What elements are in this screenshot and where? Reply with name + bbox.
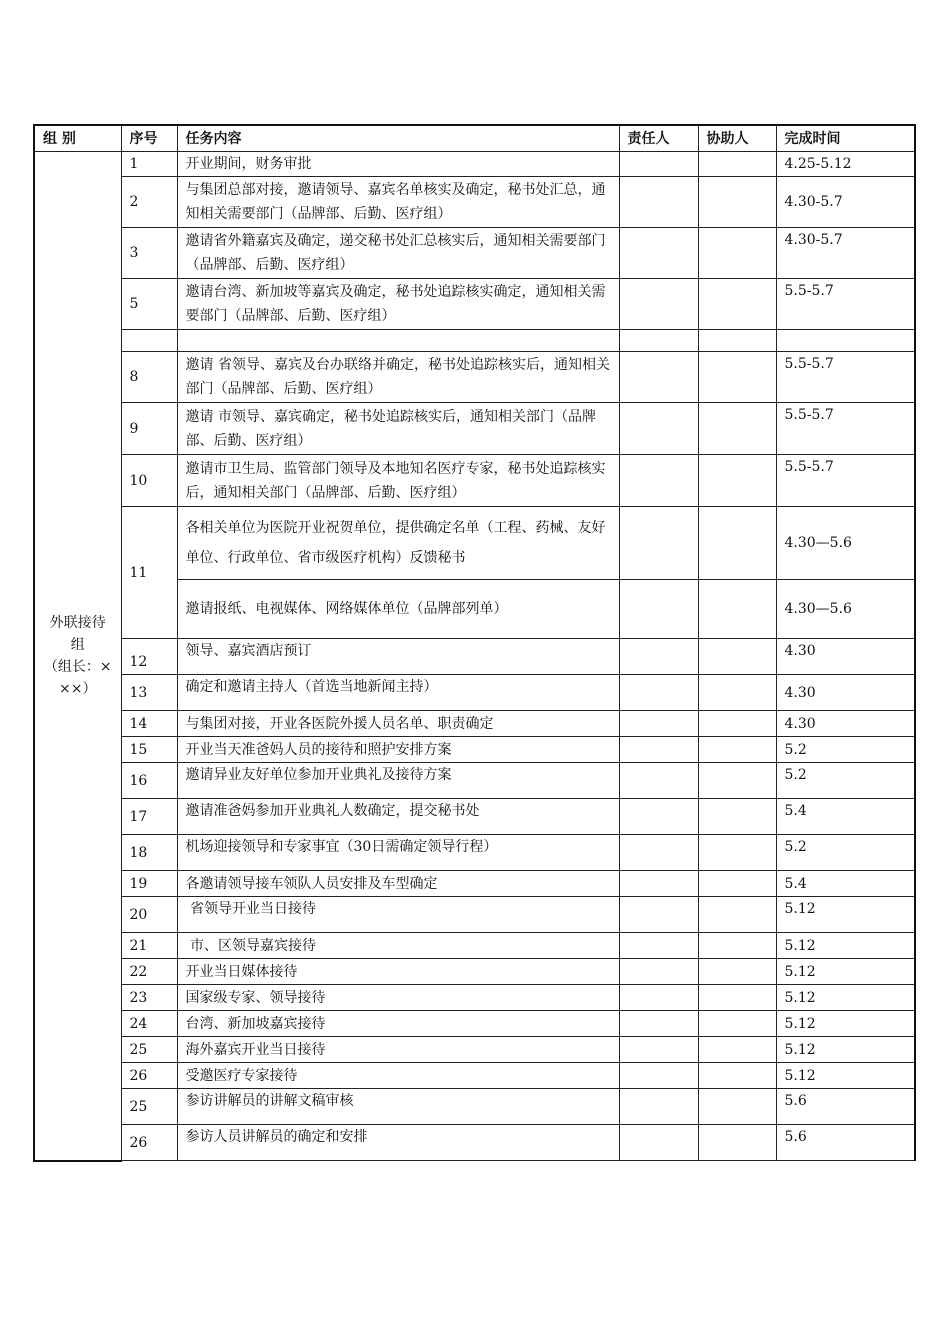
table-row [34, 228, 915, 279]
owner-cell [619, 279, 698, 330]
task-cell: 受邀医疗专家接待 [177, 1063, 619, 1089]
assist-cell [698, 1011, 776, 1037]
assist-cell [698, 279, 776, 330]
assist-cell [698, 580, 776, 639]
header-assist: 协助人 [698, 125, 776, 152]
time-cell: 4.30—5.6 [776, 580, 915, 639]
time-cell: 5.5-5.7 [776, 403, 915, 455]
assist-cell [698, 835, 776, 871]
seq-cell: 26 [121, 1125, 177, 1161]
task-cell: 开业当天准爸妈人员的接待和照护安排方案 [177, 737, 619, 763]
owner-cell [619, 737, 698, 763]
seq-cell: 22 [121, 959, 177, 985]
seq-cell: 23 [121, 985, 177, 1011]
time-cell [776, 330, 915, 352]
table-row [34, 1125, 915, 1161]
header-group: 组 别 [34, 125, 121, 152]
task-cell: 参访人员讲解员的确定和安排 [177, 1125, 619, 1161]
table-row [34, 152, 915, 177]
table-row [34, 959, 915, 985]
time-cell: 4.25-5.12 [776, 152, 915, 177]
owner-cell [619, 228, 698, 279]
task-cell: 国家级专家、领导接待 [177, 985, 619, 1011]
group-label-line: 外联接待 [49, 614, 106, 631]
seq-cell: 20 [121, 897, 177, 933]
task-cell: 与集团总部对接，邀请领导、嘉宾名单核实及确定，秘书处汇总，通知相关需要部门（品牌部、后勤、医疗组） [177, 177, 619, 228]
task-cell: 邀请 市领导、嘉宾确定，秘书处追踪核实后，通知相关部门（品牌部、后勤、医疗组） [177, 403, 619, 455]
task-cell: 各相关单位为医院开业祝贺单位，提供确定名单（工程、药械、友好单位、行政单位、省市级医疗机构）反馈秘书 [177, 507, 619, 580]
table-row [34, 675, 915, 711]
task-cell: 与集团对接，开业各医院外援人员名单、职责确定 [177, 711, 619, 737]
table-row [34, 330, 915, 352]
assist-cell [698, 711, 776, 737]
task-cell: 海外嘉宾开业当日接待 [177, 1037, 619, 1063]
assist-cell [698, 933, 776, 959]
owner-cell [619, 1089, 698, 1125]
time-cell: 4.30 [776, 675, 915, 711]
seq-cell: 10 [121, 455, 177, 507]
assist-cell [698, 959, 776, 985]
seq-cell: 3 [121, 228, 177, 279]
assist-cell [698, 152, 776, 177]
assist-cell [698, 897, 776, 933]
table-row [34, 1089, 915, 1125]
table-row [34, 1063, 915, 1089]
task-cell [177, 330, 619, 352]
owner-cell [619, 959, 698, 985]
table-row [34, 1011, 915, 1037]
seq-cell: 13 [121, 675, 177, 711]
time-cell: 4.30-5.7 [776, 177, 915, 228]
owner-cell [619, 177, 698, 228]
task-table [33, 124, 916, 1162]
table-row [34, 177, 915, 228]
time-cell: 5.2 [776, 737, 915, 763]
task-cell: 市、区领导嘉宾接待 [177, 933, 619, 959]
assist-cell [698, 985, 776, 1011]
seq-cell: 14 [121, 711, 177, 737]
seq-cell: 24 [121, 1011, 177, 1037]
task-cell: 确定和邀请主持人（首选当地新闻主持） [177, 675, 619, 711]
owner-cell [619, 711, 698, 737]
header-owner: 责任人 [619, 125, 698, 152]
time-cell: 5.6 [776, 1089, 915, 1125]
time-cell: 4.30—5.6 [776, 507, 915, 580]
group-cell [34, 152, 121, 1161]
task-cell: 省领导开业当日接待 [177, 897, 619, 933]
table-row [34, 507, 915, 580]
task-cell: 邀请台湾、新加坡等嘉宾及确定，秘书处追踪核实确定，通知相关需要部门（品牌部、后勤、医疗组） [177, 279, 619, 330]
owner-cell [619, 152, 698, 177]
owner-cell [619, 352, 698, 403]
table-row [34, 711, 915, 737]
owner-cell [619, 1063, 698, 1089]
time-cell: 5.12 [776, 985, 915, 1011]
table-row [34, 455, 915, 507]
assist-cell [698, 1125, 776, 1161]
owner-cell [619, 580, 698, 639]
seq-cell: 12 [121, 639, 177, 675]
time-cell: 4.30-5.7 [776, 228, 915, 279]
task-cell: 邀请 省领导、嘉宾及台办联络并确定，秘书处追踪核实后，通知相关部门（品牌部、后勤、医疗组） [177, 352, 619, 403]
assist-cell [698, 177, 776, 228]
table-row [34, 799, 915, 835]
owner-cell [619, 871, 698, 897]
task-cell: 邀请市卫生局、监管部门领导及本地知名医疗专家，秘书处追踪核实后，通知相关部门（品牌部、后勤、医疗组） [177, 455, 619, 507]
seq-cell: 2 [121, 177, 177, 228]
assist-cell [698, 799, 776, 835]
table-row [34, 737, 915, 763]
seq-cell: 25 [121, 1089, 177, 1125]
owner-cell [619, 763, 698, 799]
assist-cell [698, 1037, 776, 1063]
task-cell: 邀请异业友好单位参加开业典礼及接待方案 [177, 763, 619, 799]
task-cell: 邀请报纸、电视媒体、网络媒体单位（品牌部列单） [177, 580, 619, 639]
owner-cell [619, 897, 698, 933]
table-row [34, 933, 915, 959]
owner-cell [619, 933, 698, 959]
table-row [34, 279, 915, 330]
owner-cell [619, 1125, 698, 1161]
seq-cell: 11 [121, 507, 177, 639]
time-cell: 5.6 [776, 1125, 915, 1161]
assist-cell [698, 403, 776, 455]
seq-cell: 1 [121, 152, 177, 177]
header-time: 完成时间 [776, 125, 915, 152]
time-cell: 4.30 [776, 711, 915, 737]
assist-cell [698, 675, 776, 711]
seq-cell: 19 [121, 871, 177, 897]
time-cell: 5.4 [776, 799, 915, 835]
owner-cell [619, 799, 698, 835]
task-cell: 领导、嘉宾酒店预订 [177, 639, 619, 675]
table-row [34, 897, 915, 933]
time-cell: 5.12 [776, 1063, 915, 1089]
seq-cell: 9 [121, 403, 177, 455]
time-cell: 5.2 [776, 763, 915, 799]
seq-cell: 21 [121, 933, 177, 959]
table-row [34, 403, 915, 455]
assist-cell [698, 330, 776, 352]
assist-cell [698, 737, 776, 763]
owner-cell [619, 985, 698, 1011]
time-cell: 5.5-5.7 [776, 455, 915, 507]
time-cell: 5.12 [776, 1011, 915, 1037]
table-row [34, 763, 915, 799]
table-row [34, 639, 915, 675]
time-cell: 5.5-5.7 [776, 279, 915, 330]
seq-cell: 16 [121, 763, 177, 799]
time-cell: 5.12 [776, 1037, 915, 1063]
assist-cell [698, 507, 776, 580]
owner-cell [619, 507, 698, 580]
time-cell: 5.12 [776, 897, 915, 933]
task-cell: 邀请准爸妈参加开业典礼人数确定，提交秘书处 [177, 799, 619, 835]
owner-cell [619, 675, 698, 711]
owner-cell [619, 330, 698, 352]
task-cell: 邀请省外籍嘉宾及确定，递交秘书处汇总核实后，通知相关需要部门（品牌部、后勤、医疗组） [177, 228, 619, 279]
owner-cell [619, 1037, 698, 1063]
table-row [34, 985, 915, 1011]
time-cell: 5.4 [776, 871, 915, 897]
time-cell: 5.12 [776, 933, 915, 959]
seq-cell: 17 [121, 799, 177, 835]
owner-cell [619, 835, 698, 871]
task-cell: 机场迎接领导和专家事宜（30日需确定领导行程） [177, 835, 619, 871]
task-cell: 参访讲解员的讲解文稿审核 [177, 1089, 619, 1125]
assist-cell [698, 763, 776, 799]
seq-cell [121, 330, 177, 352]
group-label-line: ××） [59, 680, 97, 697]
table-row [34, 871, 915, 897]
table-row [34, 352, 915, 403]
task-cell: 开业当日媒体接待 [177, 959, 619, 985]
header-seq: 序号 [121, 125, 177, 152]
assist-cell [698, 1063, 776, 1089]
header-task: 任务内容 [177, 125, 619, 152]
time-cell: 5.5-5.7 [776, 352, 915, 403]
owner-cell [619, 1011, 698, 1037]
owner-cell [619, 455, 698, 507]
seq-cell: 15 [121, 737, 177, 763]
group-label-line: （组长：× [43, 658, 112, 675]
seq-cell: 5 [121, 279, 177, 330]
owner-cell [619, 403, 698, 455]
table-row [34, 835, 915, 871]
seq-cell: 18 [121, 835, 177, 871]
seq-cell: 8 [121, 352, 177, 403]
assist-cell [698, 871, 776, 897]
seq-cell: 25 [121, 1037, 177, 1063]
assist-cell [698, 639, 776, 675]
owner-cell [619, 639, 698, 675]
time-cell: 4.30 [776, 639, 915, 675]
assist-cell [698, 352, 776, 403]
table-header-row [34, 125, 915, 152]
task-cell: 各邀请领导接车领队人员安排及车型确定 [177, 871, 619, 897]
table-row [34, 1037, 915, 1063]
time-cell: 5.12 [776, 959, 915, 985]
group-label-line: 组 [70, 636, 85, 653]
task-cell: 台湾、新加坡嘉宾接待 [177, 1011, 619, 1037]
seq-cell: 26 [121, 1063, 177, 1089]
assist-cell [698, 455, 776, 507]
group-label [41, 612, 115, 700]
task-cell: 开业期间，财务审批 [177, 152, 619, 177]
assist-cell [698, 228, 776, 279]
time-cell: 5.2 [776, 835, 915, 871]
assist-cell [698, 1089, 776, 1125]
